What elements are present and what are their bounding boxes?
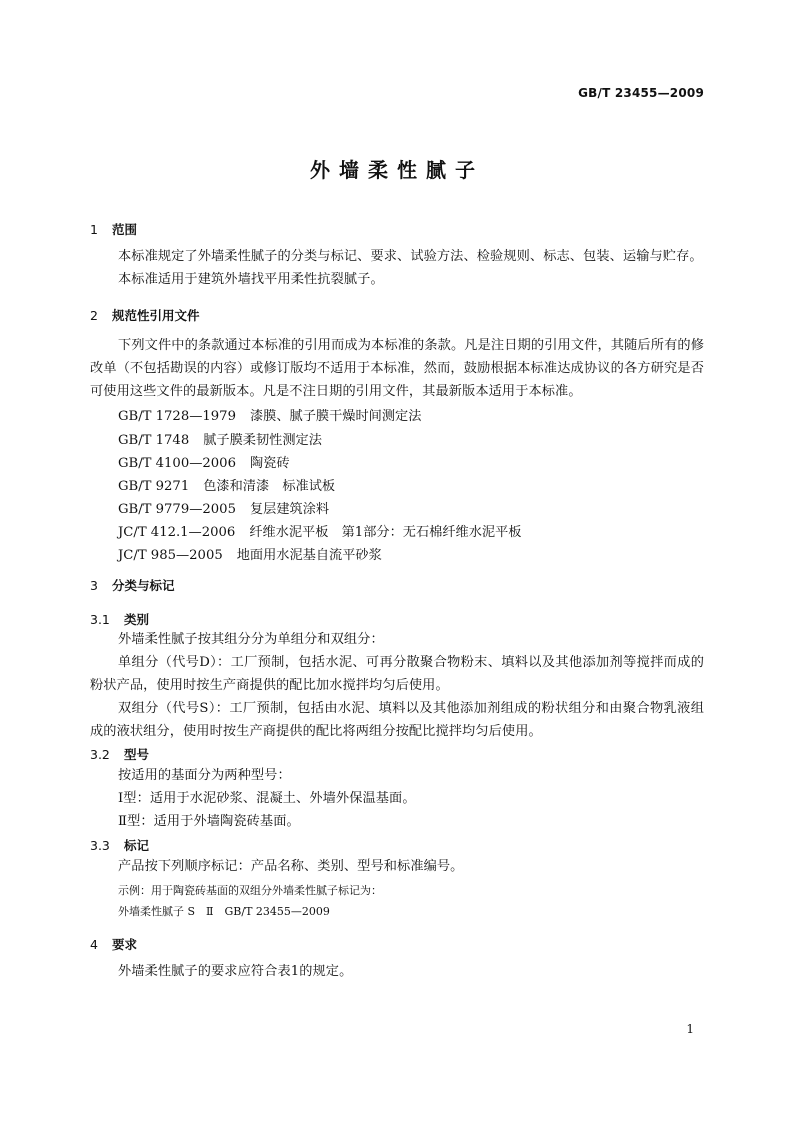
- paragraph: 双组分（代号S）：工厂预制，包括由水泥、填料以及其他添加剂组成的粉状组分和由聚合物乳液组成的液状组分，使用时按生产商提供的配比将两组分按配比搅拌均匀后使用。: [90, 701, 704, 740]
- reference-item: [118, 544, 382, 563]
- reference-item: [118, 498, 329, 517]
- subsection-number: 3.3: [90, 838, 110, 853]
- section-title: 规范性引用文件: [112, 308, 200, 323]
- reference-item: [118, 452, 290, 471]
- section-number: 1: [90, 222, 98, 237]
- paragraph: 单组分（代号D）：工厂预制，包括水泥、可再分散聚合物粉末、填料以及其他添加剂等搅拌而成的粉状产品，使用时按生产商提供的配比加水搅拌均匀后使用。: [90, 655, 704, 694]
- document-title: 外墙柔性腻子: [310, 158, 484, 182]
- paragraph: 产品按下列顺序标记：产品名称、类别、型号和标准编号。: [118, 859, 464, 874]
- paragraph: 外墙柔性腻子的要求应符合表1的规定。: [118, 964, 353, 979]
- marking-example-label: 示例：用于陶瓷砖基面的双组分外墙柔性腻子标记为：: [118, 884, 382, 897]
- reference-item: [118, 429, 322, 448]
- reference-code: GB/T 9779—2005: [118, 502, 236, 517]
- reference-code: JC/T 412.1—2006: [118, 525, 236, 540]
- reference-code: JC/T 985—2005: [118, 548, 223, 563]
- standard-code: GB/T 23455—2009: [578, 86, 704, 100]
- reference-code: GB/T 1748: [118, 433, 190, 448]
- reference-title: 纤维水泥平板 第1部分：无石棉纤维水泥平板: [249, 525, 522, 540]
- subsection-heading-type: [90, 745, 149, 763]
- reference-title: 色漆和清漆 标准试板: [203, 479, 336, 494]
- reference-title: 漆膜、腻子膜干燥时间测定法: [249, 409, 422, 424]
- marking-example-value: 外墙柔性腻子 S Ⅱ GB/T 23455—2009: [118, 905, 330, 918]
- reference-title: 陶瓷砖: [249, 456, 290, 471]
- section-title: 分类与标记: [112, 578, 175, 593]
- section-heading-classification: [90, 576, 175, 594]
- subsection-number: 3.2: [90, 747, 110, 762]
- subsection-title: 型号: [124, 747, 150, 762]
- paragraph: 本标准适用于建筑外墙找平用柔性抗裂腻子。: [118, 272, 384, 287]
- subsection-heading-marking: [90, 836, 149, 854]
- paragraph: 下列文件中的条款通过本标准的引用而成为本标准的条款。凡是注日期的引用文件，其随后所有的修改单（不包括勘误的内容）或修订版均不适用于本标准，然而，鼓励根据本标准达成协议的各方研究是否可使用这些文件的最新版本。凡是不注日期的引用文件，其最新版本适用于本标准。: [90, 338, 704, 400]
- reference-code: GB/T 1728—1979: [118, 409, 236, 424]
- reference-title: 复层建筑涂料: [249, 502, 330, 517]
- section-number: 4: [90, 937, 98, 952]
- subsection-number: 3.1: [90, 612, 110, 627]
- reference-title: 地面用水泥基自流平砂浆: [236, 548, 382, 563]
- page-number: 1: [686, 1022, 694, 1036]
- reference-title: 腻子膜柔韧性测定法: [203, 433, 322, 448]
- paragraph: Ⅰ型：适用于水泥砂浆、混凝土、外墙外保温基面。: [118, 791, 416, 806]
- reference-item: [118, 405, 421, 424]
- paragraph: 外墙柔性腻子按其组分分为单组分和双组分：: [118, 632, 384, 647]
- reference-code: GB/T 9271: [118, 479, 190, 494]
- section-heading-normative-references: [90, 306, 200, 324]
- section-title: 范围: [112, 222, 138, 237]
- paragraph: Ⅱ型：适用于外墙陶瓷砖基面。: [118, 814, 300, 829]
- section-heading-requirements: [90, 935, 137, 953]
- subsection-title: 类别: [124, 612, 150, 627]
- section-number: 3: [90, 578, 98, 593]
- section-heading-scope: [90, 220, 137, 238]
- section-number: 2: [90, 308, 98, 323]
- subsection-title: 标记: [124, 838, 150, 853]
- section-title: 要求: [112, 937, 138, 952]
- subsection-heading-category: [90, 610, 149, 628]
- reference-item: [118, 475, 335, 494]
- paragraph: 按适用的基面分为两种型号：: [118, 768, 291, 783]
- reference-item: [118, 521, 521, 540]
- paragraph: 本标准规定了外墙柔性腻子的分类与标记、要求、试验方法、检验规则、标志、包装、运输与贮存。: [118, 249, 703, 264]
- reference-code: GB/T 4100—2006: [118, 456, 236, 471]
